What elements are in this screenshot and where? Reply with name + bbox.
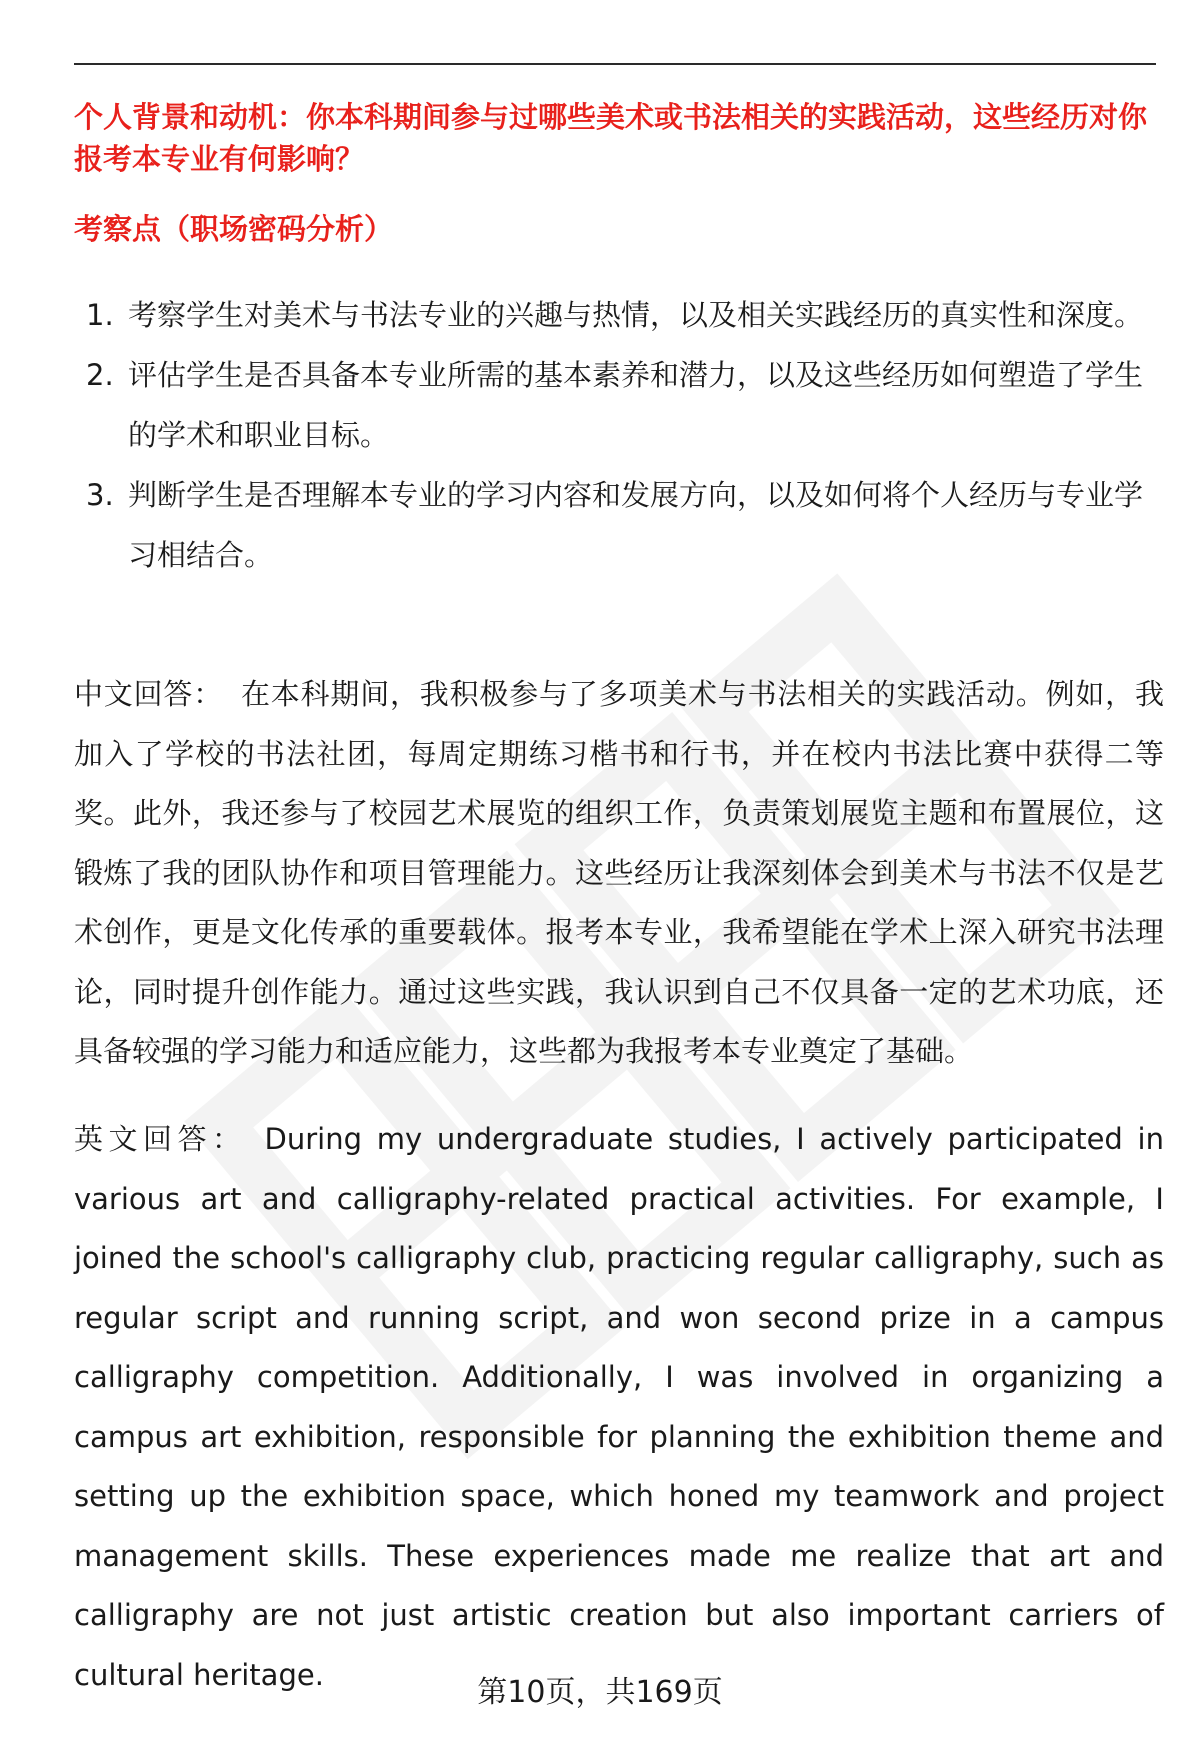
list-item xyxy=(74,285,1164,345)
assessment-points-list xyxy=(74,285,1164,585)
top-divider xyxy=(74,63,1156,65)
english-answer-text: During my undergraduate studies, I actively participated in various art and calligraphy-related practical activities. For example, I joined the school's calligraphy club, practicing regular calligraphy, such as regular script and running script, and won second prize in a campus calligraphy competition. Additionally, I was involved in organizing a campus art exhibition, responsible for planning the exhibition theme and setting up the exhibition space, which honed my teamwork and project management skills. These experiences made me realize that art and calligraphy are not just artistic creation but also important carriers of cultural heritage. xyxy=(74,1122,1164,1692)
list-item xyxy=(74,465,1164,585)
list-item-text: 评估学生是否具备本专业所需的基本素养和潜力，以及这些经历如何塑造了学生的学术和职业目标。 xyxy=(128,358,1144,452)
page-footer: 第10页，共169页 xyxy=(477,1675,723,1710)
list-item-number: 3. xyxy=(86,478,114,512)
english-answer-paragraph xyxy=(74,1110,1164,1705)
list-item-number: 2. xyxy=(86,358,114,392)
question-heading: 个人背景和动机：你本科期间参与过哪些美术或书法相关的实践活动，这些经历对你报考本专业有何影响？ xyxy=(74,100,1148,176)
english-answer-label: 英文回答： xyxy=(74,1122,247,1156)
chinese-answer-text: 在本科期间，我积极参与了多项美术与书法相关的实践活动。例如，我加入了学校的书法社团，每周定期练习楷书和行书，并在校内书法比赛中获得二等奖。此外，我还参与了校园艺术展览的组织工作，负责策划展览主题和布置展位，这锻炼了我的团队协作和项目管理能力。这些经历让我深刻体会到美术与书法不仅是艺术创作，更是文化传承的重要载体。报考本专业，我希望能在学术上深入研究书法理论，同时提升创作能力。通过这些实践，我认识到自己不仅具备一定的艺术功底，还具备较强的学习能力和适应能力，这些都为我报考本专业奠定了基础。 xyxy=(74,677,1164,1068)
list-item xyxy=(74,345,1164,465)
list-item-number: 1. xyxy=(86,298,114,332)
assessment-points-title: 考察点（职场密码分析） xyxy=(74,212,394,246)
chinese-answer-paragraph xyxy=(74,665,1164,1082)
list-item-text: 考察学生对美术与书法专业的兴趣与热情，以及相关实践经历的真实性和深度。 xyxy=(128,298,1144,332)
chinese-answer-label: 中文回答： xyxy=(74,677,223,711)
list-item-text: 判断学生是否理解本专业的学习内容和发展方向，以及如何将个人经历与专业学习相结合。 xyxy=(128,478,1144,572)
